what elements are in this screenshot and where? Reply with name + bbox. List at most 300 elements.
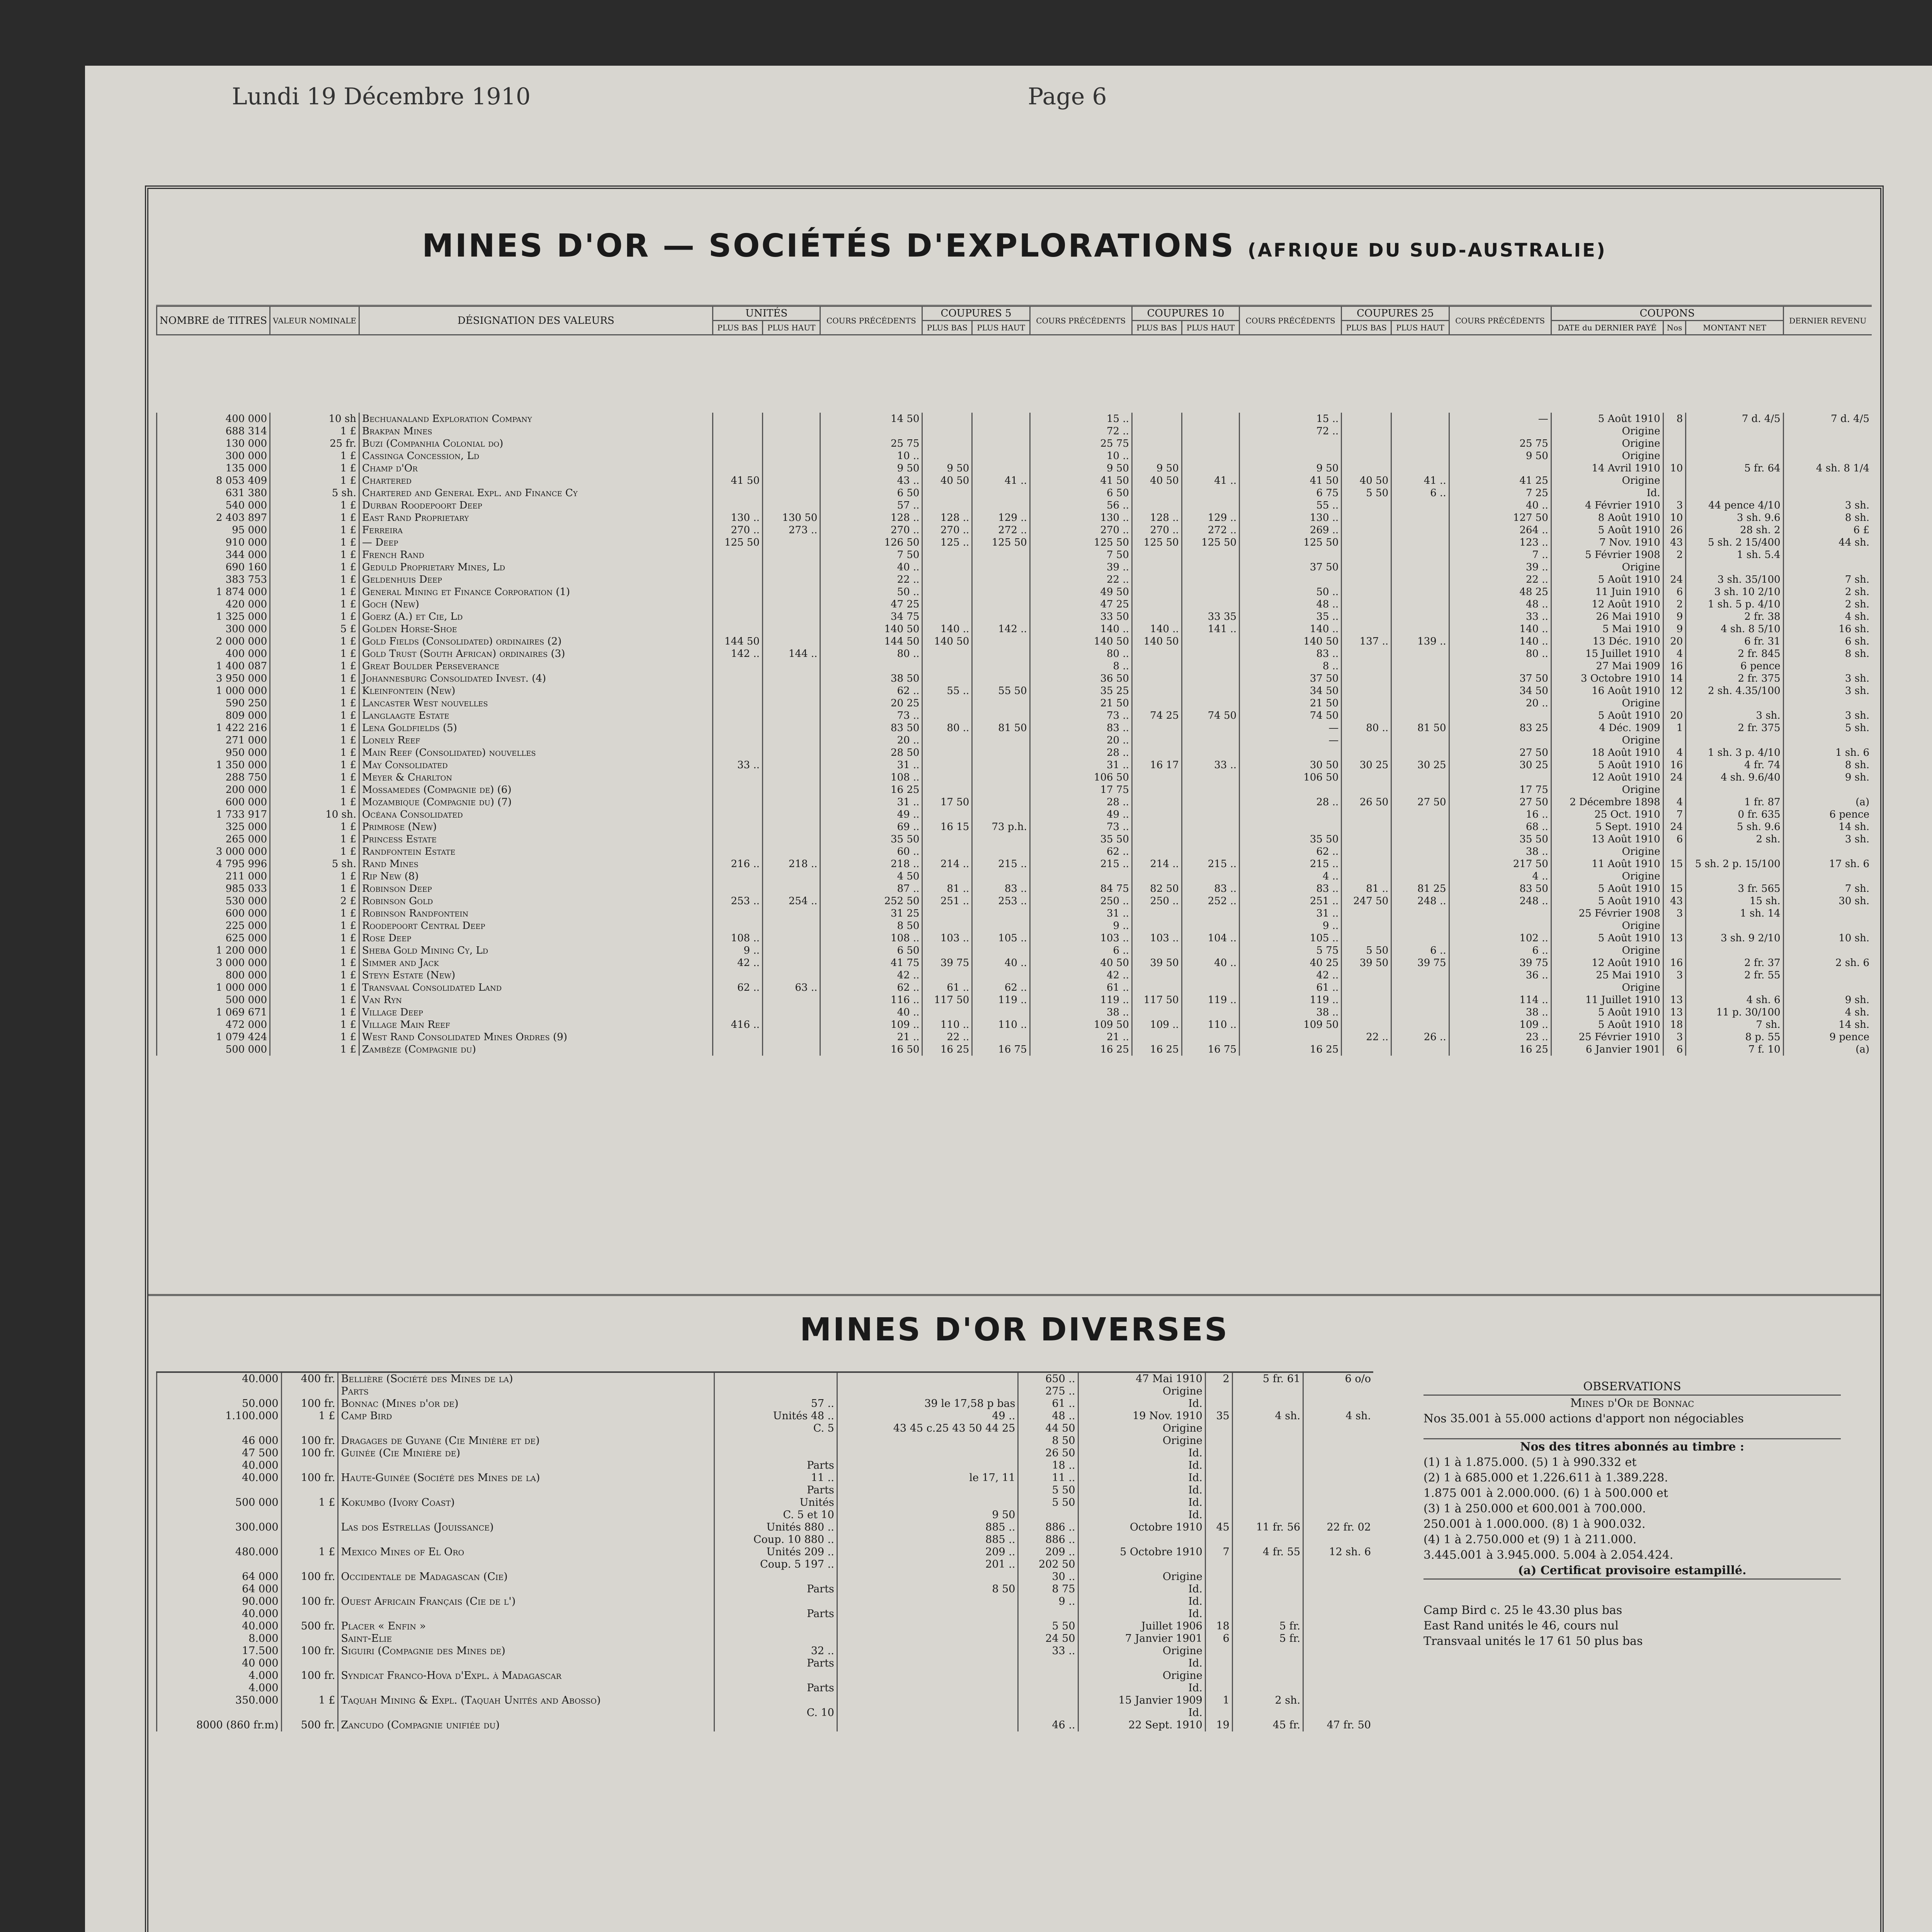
table-cell: —: [1240, 722, 1342, 734]
table-cell: [1342, 981, 1391, 994]
table-cell: 201 ..: [837, 1558, 1018, 1571]
table-cell: [713, 598, 763, 611]
table-cell: 4 sh. 9.6/40: [1686, 771, 1783, 784]
table-cell: 125 50: [972, 536, 1030, 549]
table-cell: [714, 1435, 837, 1447]
table-row: [157, 1484, 1374, 1497]
table-cell: [1232, 1571, 1303, 1583]
table-cell: [1342, 462, 1391, 474]
table-cell: [338, 1657, 714, 1670]
table-cell: [1205, 1435, 1232, 1447]
table-cell: 690 160: [157, 561, 270, 573]
table-cell: 6: [1663, 833, 1686, 845]
table-cell: [1240, 821, 1342, 833]
table-cell: [1391, 1043, 1449, 1056]
table-cell: 4: [1663, 648, 1686, 660]
table-cell: [1205, 1657, 1232, 1670]
table-cell: [1391, 425, 1449, 437]
table-cell: 16: [1663, 759, 1686, 771]
table-row: [157, 907, 1872, 920]
table-cell: 13 Déc. 1910: [1551, 635, 1663, 648]
table-cell: [1783, 944, 1872, 957]
table-row: [157, 549, 1872, 561]
table-cell: [1391, 499, 1449, 512]
table-row: [157, 623, 1872, 635]
table-cell: 5 sh. 2 p. 15/100: [1686, 858, 1783, 870]
table-cell: 6 ..: [1030, 944, 1132, 957]
table-cell: Origine: [1551, 697, 1663, 709]
table-cell: [713, 561, 763, 573]
table-cell: 1 £: [270, 759, 359, 771]
table-cell: 416 ..: [713, 1019, 763, 1031]
table-cell: [837, 1372, 1018, 1385]
table-cell: 16 15: [922, 821, 972, 833]
table-cell: 4 sh. 8 5/10: [1686, 623, 1783, 635]
table-cell: 2 000 000: [157, 635, 270, 648]
table-cell: Goch (New): [359, 598, 713, 611]
table-cell: 1 £: [270, 994, 359, 1006]
camp-note-line: Camp Bird c. 25 le 43.30 plus bas: [1423, 1604, 1622, 1617]
table-cell: 4: [1663, 747, 1686, 759]
table-cell: 102 ..: [1449, 932, 1551, 944]
table-cell: [1182, 796, 1239, 808]
table-cell: 7 d. 4/5: [1686, 413, 1783, 425]
table-cell: Champ d'Or: [359, 462, 713, 474]
table-cell: 9: [1663, 611, 1686, 623]
table-cell: 300.000: [157, 1521, 282, 1534]
table-cell: [1686, 697, 1783, 709]
table-cell: 135 000: [157, 462, 270, 474]
table-cell: 105 ..: [972, 932, 1030, 944]
col-u-bas: PLUS BAS: [713, 321, 763, 335]
table-cell: [1205, 1472, 1232, 1484]
table-cell: [972, 920, 1030, 932]
table-cell: 81 ..: [922, 883, 972, 895]
table-cell: [713, 784, 763, 796]
table-cell: 21 50: [1240, 697, 1342, 709]
table-cell: 10 sh.: [270, 808, 359, 821]
table-row: [157, 1031, 1872, 1043]
table-cell: 119 ..: [1182, 994, 1239, 1006]
table-cell: [713, 413, 763, 425]
table-cell: [762, 462, 820, 474]
table-cell: 30 25: [1449, 759, 1551, 771]
table-cell: [1391, 573, 1449, 586]
table-cell: Unités 880 ..: [714, 1521, 837, 1534]
table-cell: 625 000: [157, 932, 270, 944]
table-cell: 6 50: [820, 944, 922, 957]
table-cell: 5 sh. 2 15/400: [1686, 536, 1783, 549]
section1-title: [148, 228, 1880, 264]
table-row: [157, 870, 1872, 883]
table-cell: [1391, 524, 1449, 536]
table-cell: 34 50: [1240, 685, 1342, 697]
table-cell: 108 ..: [820, 771, 922, 784]
table-cell: Van Ryn: [359, 994, 713, 1006]
table-cell: 8 50: [837, 1583, 1018, 1595]
table-cell: [1783, 981, 1872, 994]
table-cell: 1: [1205, 1694, 1232, 1707]
table-cell: [1686, 487, 1783, 499]
table-cell: [1342, 536, 1391, 549]
table-cell: 30 25: [1391, 759, 1449, 771]
table-cell: Origine: [1078, 1435, 1205, 1447]
table-row: [157, 1682, 1374, 1694]
table-cell: 64 000: [157, 1583, 282, 1595]
table-cell: Robinson Gold: [359, 895, 713, 907]
table-cell: [1205, 1682, 1232, 1694]
table-cell: [922, 709, 972, 722]
table-cell: Brakpan Mines: [359, 425, 713, 437]
table-cell: [922, 833, 972, 845]
table-cell: 25 75: [1449, 437, 1551, 450]
table-cell: 3 sh.: [1783, 685, 1872, 697]
table-cell: [1205, 1608, 1232, 1620]
table-cell: 41 50: [1030, 474, 1132, 487]
stamp-line: (2) 1 à 685.000 et 1.226.611 à 1.389.228.: [1423, 1471, 1668, 1485]
table-cell: 41 ..: [972, 474, 1030, 487]
table-cell: 80 ..: [820, 648, 922, 660]
table-cell: 9: [1663, 623, 1686, 635]
table-cell: 4 50: [820, 870, 922, 883]
table-cell: 1 £: [270, 573, 359, 586]
table-cell: 39 50: [1132, 957, 1182, 969]
table-row: [157, 1385, 1374, 1398]
table-cell: 43 ..: [820, 474, 922, 487]
table-cell: 5 sh.: [270, 487, 359, 499]
table-cell: 72 ..: [1030, 425, 1132, 437]
table-cell: 62 ..: [820, 981, 922, 994]
table-row: [157, 1472, 1374, 1484]
table-cell: 480.000: [157, 1546, 282, 1558]
table-cell: [762, 932, 820, 944]
table-cell: [1182, 821, 1239, 833]
table-cell: 885 ..: [837, 1521, 1018, 1534]
table-cell: [1132, 586, 1182, 598]
table-cell: Id.: [1078, 1657, 1205, 1670]
table-cell: 8: [1663, 413, 1686, 425]
table-cell: 106 50: [1240, 771, 1342, 784]
table-cell: Randfontein Estate: [359, 845, 713, 858]
table-cell: 47 fr. 50: [1303, 1719, 1373, 1731]
table-cell: 5 Mai 1910: [1551, 623, 1663, 635]
table-cell: [972, 561, 1030, 573]
table-cell: 5 fr. 64: [1686, 462, 1783, 474]
table-cell: 41 ..: [1182, 474, 1239, 487]
table-cell: [1391, 994, 1449, 1006]
table-cell: [1205, 1558, 1232, 1571]
table-cell: [1018, 1608, 1078, 1620]
table-cell: [1391, 1019, 1449, 1031]
table-cell: 130 ..: [713, 512, 763, 524]
table-cell: 144 50: [820, 635, 922, 648]
table-row: [157, 648, 1872, 660]
table-cell: C. 5: [714, 1422, 837, 1435]
table-cell: 253 ..: [713, 895, 763, 907]
table-cell: [1783, 437, 1872, 450]
table-cell: 218 ..: [762, 858, 820, 870]
table-cell: [157, 1707, 282, 1719]
table-cell: Parts: [714, 1484, 837, 1497]
table-cell: 350.000: [157, 1694, 282, 1707]
table-cell: (a): [1783, 1043, 1872, 1056]
table-cell: 400 000: [157, 648, 270, 660]
observations-line1: Nos 35.001 à 55.000 actions d'apport non négociables: [1423, 1412, 1744, 1425]
table-cell: 129 ..: [1182, 512, 1239, 524]
table-cell: [762, 487, 820, 499]
table-cell: [713, 808, 763, 821]
table-cell: 215 ..: [1182, 858, 1239, 870]
table-cell: Parts: [714, 1459, 837, 1472]
table-row: [157, 808, 1872, 821]
table-cell: [1342, 821, 1391, 833]
table-cell: [338, 1534, 714, 1546]
table-cell: Occidentale de Madagascan (Cie): [338, 1571, 714, 1583]
table-row: [157, 573, 1872, 586]
table-cell: [1205, 1707, 1232, 1719]
table-cell: [1232, 1422, 1303, 1435]
table-cell: 28 ..: [1030, 747, 1132, 759]
table-cell: [1182, 487, 1239, 499]
table-cell: 8 sh.: [1783, 512, 1872, 524]
col-cours-2: COURS PRÉCÉDENTS: [1030, 306, 1132, 335]
table-cell: 4.000: [157, 1682, 282, 1694]
table-cell: 74 25: [1132, 709, 1182, 722]
table-cell: 8 ..: [1240, 660, 1342, 672]
table-cell: 80 ..: [922, 722, 972, 734]
table-cell: 500 fr.: [281, 1719, 338, 1731]
table-cell: [1663, 734, 1686, 747]
table-cell: 26: [1663, 524, 1686, 536]
table-cell: [1132, 821, 1182, 833]
table-cell: Las dos Estrellas (Jouissance): [338, 1521, 714, 1534]
table-cell: 272 ..: [1182, 524, 1239, 536]
table-cell: 251 ..: [922, 895, 972, 907]
table-cell: [1205, 1422, 1232, 1435]
table-cell: 16 25: [1240, 1043, 1342, 1056]
table-cell: 44 50: [1018, 1422, 1078, 1435]
table-cell: —: [1449, 413, 1551, 425]
table-cell: [1342, 808, 1391, 821]
table-row: [157, 709, 1872, 722]
table-cell: [1132, 450, 1182, 462]
table-cell: [922, 969, 972, 981]
table-cell: [972, 450, 1030, 462]
table-cell: East Rand Proprietary: [359, 512, 713, 524]
table-cell: 2 fr. 845: [1686, 648, 1783, 660]
table-cell: [972, 845, 1030, 858]
table-cell: Bechuanaland Exploration Company: [359, 413, 713, 425]
table-cell: 17 75: [1449, 784, 1551, 796]
table-cell: 81 25: [1391, 883, 1449, 895]
table-cell: [1391, 586, 1449, 598]
table-cell: 1 £: [270, 845, 359, 858]
table-cell: 49 ..: [820, 808, 922, 821]
table-cell: 1 sh. 3 p. 4/10: [1686, 747, 1783, 759]
table-cell: 100 fr.: [281, 1398, 338, 1410]
table-cell: [1663, 450, 1686, 462]
table-cell: 14 50: [820, 413, 922, 425]
table-cell: 590 250: [157, 697, 270, 709]
table-cell: 2 £: [270, 895, 359, 907]
table-row: [157, 611, 1872, 623]
table-cell: [922, 672, 972, 685]
table-cell: [762, 499, 820, 512]
table-cell: [1783, 474, 1872, 487]
table-cell: [922, 747, 972, 759]
table-cell: 62 ..: [713, 981, 763, 994]
table-row: [157, 734, 1872, 747]
table-cell: 4 Déc. 1909: [1551, 722, 1663, 734]
table-cell: 108 ..: [713, 932, 763, 944]
table-cell: [922, 845, 972, 858]
table-cell: 1 £: [270, 499, 359, 512]
table-cell: Buzi (Companhia Colonial do): [359, 437, 713, 450]
table-cell: 4 ..: [1449, 870, 1551, 883]
page-number: Page 6: [1028, 83, 1107, 110]
table-cell: [713, 487, 763, 499]
table-cell: 215 ..: [1240, 858, 1342, 870]
table-cell: 16 sh.: [1783, 623, 1872, 635]
table-cell: [1303, 1633, 1373, 1645]
table-cell: [281, 1682, 338, 1694]
col-u-haut: PLUS HAUT: [762, 321, 820, 335]
table-cell: [713, 450, 763, 462]
table-cell: [762, 474, 820, 487]
table-cell: 119 ..: [972, 994, 1030, 1006]
table-row: [157, 1459, 1374, 1472]
table-cell: Origine: [1551, 981, 1663, 994]
table-cell: [762, 1043, 820, 1056]
table-cell: 45 fr.: [1232, 1719, 1303, 1731]
table-row: [157, 1410, 1374, 1422]
table-cell: 248 ..: [1391, 895, 1449, 907]
table-cell: 7 50: [1030, 549, 1132, 561]
table-cell: Johannesburg Consolidated Invest. (4): [359, 672, 713, 685]
table-cell: [713, 907, 763, 920]
table-cell: [837, 1694, 1018, 1707]
table-cell: [1342, 920, 1391, 932]
table-cell: 140 ..: [1240, 623, 1342, 635]
table-cell: 1 £: [270, 957, 359, 969]
table-cell: [1205, 1398, 1232, 1410]
table-cell: 73 ..: [1030, 821, 1132, 833]
table-cell: 49 50: [1030, 586, 1132, 598]
table-cell: 30 25: [1342, 759, 1391, 771]
table-cell: Id.: [1078, 1595, 1205, 1608]
table-cell: 1 £: [270, 549, 359, 561]
table-cell: Origine: [1551, 734, 1663, 747]
table-cell: 4 sh. 6: [1686, 994, 1783, 1006]
table-cell: 1 £: [270, 870, 359, 883]
table-cell: Origine: [1078, 1422, 1205, 1435]
table-cell: 225 000: [157, 920, 270, 932]
table-row: [157, 1497, 1374, 1509]
table-cell: [1449, 907, 1551, 920]
table-cell: Langlaagte Estate: [359, 709, 713, 722]
table-cell: 47 25: [1030, 598, 1132, 611]
table-cell: 985 033: [157, 883, 270, 895]
table-cell: [713, 709, 763, 722]
table-cell: [922, 697, 972, 709]
table-cell: 809 000: [157, 709, 270, 722]
table-cell: [972, 499, 1030, 512]
table-cell: [1240, 747, 1342, 759]
table-cell: [1783, 660, 1872, 672]
table-cell: [1342, 747, 1391, 759]
table-cell: [157, 1484, 282, 1497]
table-cell: 6 sh.: [1783, 635, 1872, 648]
table-cell: 6: [1205, 1633, 1232, 1645]
table-row: [157, 425, 1872, 437]
table-cell: 1 £: [270, 747, 359, 759]
table-cell: 130 ..: [1030, 512, 1132, 524]
table-cell: 22 ..: [922, 1031, 972, 1043]
table-cell: 2 sh. 6: [1783, 957, 1872, 969]
table-cell: 6: [1663, 586, 1686, 598]
table-cell: 125 50: [1240, 536, 1342, 549]
table-cell: [1018, 1707, 1078, 1719]
table-cell: [1391, 672, 1449, 685]
table-cell: 2 sh.: [1783, 586, 1872, 598]
table-cell: [1240, 573, 1342, 586]
table-cell: 10 sh.: [1783, 932, 1872, 944]
certificat-note: (a) Certificat provisoire estampillé.: [1423, 1563, 1841, 1580]
table-cell: 140 ..: [1030, 623, 1132, 635]
table-cell: 3 000 000: [157, 845, 270, 858]
table-cell: [1783, 920, 1872, 932]
table-cell: [1018, 1694, 1078, 1707]
table-cell: [1663, 487, 1686, 499]
table-cell: 83 ..: [972, 883, 1030, 895]
table-row: [157, 944, 1872, 957]
table-cell: 218 ..: [820, 858, 922, 870]
table-cell: Durban Roodepoort Deep: [359, 499, 713, 512]
table-cell: [1132, 425, 1182, 437]
table-cell: [1132, 413, 1182, 425]
table-cell: 48 25: [1449, 586, 1551, 598]
table-cell: [762, 1019, 820, 1031]
table-cell: [762, 635, 820, 648]
table-cell: 270 ..: [1030, 524, 1132, 536]
table-cell: [713, 722, 763, 734]
table-cell: 125 50: [1182, 536, 1239, 549]
table-cell: 886 ..: [1018, 1534, 1078, 1546]
col-coup5: COUPURES 5: [922, 306, 1030, 321]
table-cell: [972, 944, 1030, 957]
table-cell: 42 ..: [820, 969, 922, 981]
table-cell: Dragages de Guyane (Cie Minière et de): [338, 1435, 714, 1447]
table-cell: 109 50: [1240, 1019, 1342, 1031]
table-cell: 46 ..: [1018, 1719, 1078, 1731]
table-cell: 1 £: [270, 474, 359, 487]
table-cell: 9 50: [1132, 462, 1182, 474]
table-cell: 16 75: [1182, 1043, 1239, 1056]
table-cell: [1303, 1694, 1373, 1707]
table-cell: [713, 660, 763, 672]
section1-title-text: MINES D'OR — SOCIÉTÉS D'EXPLORATIONS: [422, 228, 1235, 264]
table-cell: Zancudo (Compagnie unifiée du): [338, 1719, 714, 1731]
table-cell: 140 ..: [1132, 623, 1182, 635]
table-cell: [1391, 561, 1449, 573]
table-cell: [1205, 1670, 1232, 1682]
table-cell: [714, 1670, 837, 1682]
table-cell: 109 50: [1030, 1019, 1132, 1031]
table-cell: 4 sh. 8 1/4: [1783, 462, 1872, 474]
table-cell: [713, 685, 763, 697]
table-cell: 103 ..: [1132, 932, 1182, 944]
table-cell: 125 50: [1030, 536, 1132, 549]
